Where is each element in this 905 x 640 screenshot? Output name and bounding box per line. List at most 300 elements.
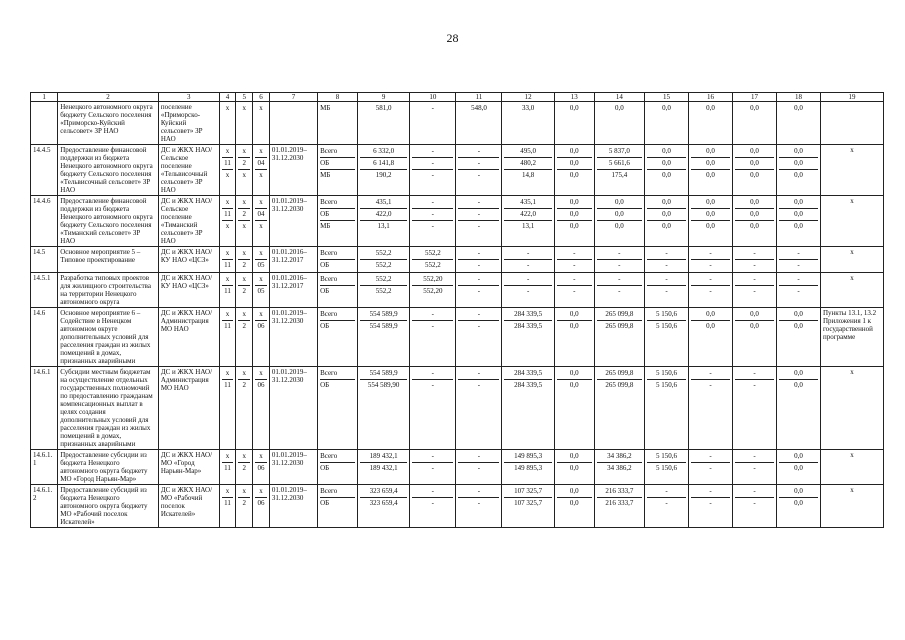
table-body xyxy=(31,102,884,528)
amount-value: 435,1 xyxy=(360,197,407,209)
amount-cell xyxy=(776,145,820,196)
code-value: x xyxy=(255,368,267,380)
code-value: 2 xyxy=(242,381,246,389)
funding-source: Всего xyxy=(320,451,355,463)
column-header: 17 xyxy=(732,93,776,102)
amount-cell xyxy=(732,273,776,308)
code-cell xyxy=(219,196,236,247)
amount-cell xyxy=(644,367,688,450)
amount-value: - xyxy=(431,381,435,389)
code-cell xyxy=(219,102,236,145)
amount-value: - xyxy=(557,248,592,260)
code-value: 11 xyxy=(224,499,231,507)
amount-value: 0,0 xyxy=(706,322,715,330)
amount-value: 5 150,6 xyxy=(655,381,677,389)
column-header: 5 xyxy=(236,93,253,102)
amount-value: - xyxy=(527,287,530,295)
amount-value: - xyxy=(597,274,642,286)
code-cell xyxy=(236,450,253,485)
amount-cell xyxy=(732,102,776,145)
code-value: x xyxy=(238,146,250,158)
amount-value: - xyxy=(691,368,730,380)
code-value: x xyxy=(255,486,267,498)
code-value: 11 xyxy=(224,381,231,389)
amount-cell xyxy=(554,145,594,196)
amount-value: 480,2 xyxy=(504,158,551,170)
amount-value: 265 099,8 xyxy=(605,322,634,330)
amount-value: 0,0 xyxy=(557,158,592,170)
amount-cell xyxy=(644,308,688,367)
code-cell xyxy=(253,485,270,528)
column-header: 8 xyxy=(318,93,358,102)
amount-value: 0,0 xyxy=(647,146,686,158)
amount-value: - xyxy=(458,146,499,158)
column-header: 14 xyxy=(594,93,644,102)
code-value: x xyxy=(238,486,250,498)
amount-value: 107 325,7 xyxy=(504,486,551,498)
amount-value: 0,0 xyxy=(569,499,579,507)
amount-cell xyxy=(688,485,732,528)
item-executor: ДС и ЖКХ НАО/ КУ НАО «ЦСЗ» xyxy=(158,273,219,308)
amount-value: - xyxy=(412,158,453,170)
code-value: x xyxy=(255,146,267,158)
table-row xyxy=(31,145,884,196)
amount-value: 422,0 xyxy=(360,209,407,221)
amount-value: - xyxy=(753,287,756,295)
amount-value: 0,0 xyxy=(569,222,579,230)
amount-value: 0,0 xyxy=(569,104,579,112)
amount-cell xyxy=(502,308,554,367)
amount-value: - xyxy=(458,248,499,260)
code-value: 04 xyxy=(255,209,267,221)
amount-cell xyxy=(554,247,594,273)
amount-value: 0,0 xyxy=(779,209,818,221)
amount-value: - xyxy=(647,248,686,260)
amount-value: 5 150,6 xyxy=(647,451,686,463)
code-value: x xyxy=(242,171,246,179)
item-number xyxy=(31,102,58,145)
amount-value: - xyxy=(477,464,481,472)
amount-value: 552,2 xyxy=(375,261,392,269)
amount-value: - xyxy=(412,368,453,380)
amount-value: - xyxy=(665,287,668,295)
amount-cell xyxy=(594,102,644,145)
amount-value: - xyxy=(412,451,453,463)
item-note: x xyxy=(820,485,883,528)
amount-value: 548,0 xyxy=(471,104,487,112)
amount-value: 323 659,4 xyxy=(369,499,398,507)
amount-value: 265 099,8 xyxy=(605,381,634,389)
column-header: 15 xyxy=(644,93,688,102)
funding-source: Всего xyxy=(320,146,355,158)
amount-value: 0,0 xyxy=(779,146,818,158)
amount-cell xyxy=(410,485,456,528)
amount-value: - xyxy=(735,451,774,463)
amount-cell xyxy=(456,247,502,273)
amount-cell xyxy=(776,485,820,528)
amount-cell xyxy=(688,273,732,308)
amount-value: 5 150,6 xyxy=(647,368,686,380)
amount-value: 5 837,0 xyxy=(597,146,642,158)
amount-value: 33,0 xyxy=(522,104,535,112)
code-value: x xyxy=(225,222,230,230)
amount-value: 0,0 xyxy=(557,451,592,463)
amount-cell xyxy=(554,102,594,145)
amount-value: 34 386,2 xyxy=(597,451,642,463)
amount-cell xyxy=(357,102,409,145)
amount-value: 0,0 xyxy=(706,104,715,112)
amount-value: 0,0 xyxy=(779,158,818,170)
code-value: 2 xyxy=(242,464,246,472)
code-cell xyxy=(236,308,253,367)
amount-value: 0,0 xyxy=(647,197,686,209)
funding-source: МБ xyxy=(320,104,331,112)
amount-value: - xyxy=(753,464,756,472)
amount-value: 554 589,90 xyxy=(367,381,400,389)
amount-value: 0,0 xyxy=(597,197,642,209)
code-cell xyxy=(219,247,236,273)
amount-cell xyxy=(456,196,502,247)
amount-cell xyxy=(357,247,409,273)
code-value: x xyxy=(255,248,267,260)
amount-value: - xyxy=(504,274,551,286)
amount-value: - xyxy=(597,248,642,260)
amount-value: - xyxy=(709,464,712,472)
amount-value: - xyxy=(647,274,686,286)
column-header: 9 xyxy=(357,93,409,102)
amount-value: 175,4 xyxy=(611,171,628,179)
amount-value: 0,0 xyxy=(794,499,803,507)
amount-value: 0,0 xyxy=(779,486,818,498)
code-value: x xyxy=(238,368,250,380)
code-cell xyxy=(219,308,236,367)
amount-value: - xyxy=(458,274,499,286)
item-period: 01.01.2019– 31.12.2030 xyxy=(269,450,317,485)
column-header: 2 xyxy=(58,93,159,102)
code-value: 11 xyxy=(224,287,231,295)
amount-cell xyxy=(502,196,554,247)
code-value: x xyxy=(238,274,250,286)
amount-value: 0,0 xyxy=(794,464,803,472)
amount-value: 13,1 xyxy=(522,222,535,230)
amount-value: - xyxy=(431,499,435,507)
amount-value: 0,0 xyxy=(614,104,624,112)
funding-source-cell xyxy=(318,145,358,196)
amount-cell xyxy=(594,308,644,367)
amount-cell xyxy=(594,273,644,308)
amount-cell xyxy=(502,247,554,273)
amount-value: - xyxy=(431,464,435,472)
item-name: Субсидии местным бюджетам на осуществление отдельных государственных полномочий по предоставлению гражданам компенсационных выплат в целях создания дополнительных условий для расселения граждан из жилых помещений в домах, признанных аварийными xyxy=(58,367,159,450)
amount-value: 0,0 xyxy=(557,197,592,209)
amount-value: 0,0 xyxy=(794,104,803,112)
amount-cell xyxy=(456,308,502,367)
item-period: 01.01.2016– 31.12.2017 xyxy=(269,273,317,308)
amount-value: 5 150,6 xyxy=(647,309,686,321)
code-cell xyxy=(253,273,270,308)
amount-value: 5 150,6 xyxy=(655,322,677,330)
table-row xyxy=(31,273,884,308)
program-table xyxy=(30,92,884,528)
amount-cell xyxy=(688,196,732,247)
funding-source-cell xyxy=(318,450,358,485)
funding-source: Всего xyxy=(320,274,355,286)
amount-value: - xyxy=(477,261,481,269)
amount-value: - xyxy=(735,274,774,286)
amount-cell xyxy=(410,247,456,273)
amount-value: 0,0 xyxy=(794,322,803,330)
code-cell xyxy=(253,102,270,145)
code-cell xyxy=(219,367,236,450)
code-value: 2 xyxy=(242,322,246,330)
funding-source-cell xyxy=(318,485,358,528)
code-value: 2 xyxy=(238,158,250,170)
item-executor: ДС и ЖКХ НАО/ МО «Город Нарьян-Мар» xyxy=(158,450,219,485)
item-note xyxy=(820,102,883,145)
funding-source-cell xyxy=(318,273,358,308)
code-cell xyxy=(236,485,253,528)
item-note: Пункты 13.1, 13.2 Приложения 1 к государственной программе xyxy=(820,308,883,367)
amount-value: - xyxy=(709,261,712,269)
amount-value: - xyxy=(458,368,499,380)
amount-value: - xyxy=(412,486,453,498)
amount-value: 265 099,8 xyxy=(597,368,642,380)
code-value: 2 xyxy=(242,499,246,507)
amount-value: 0,0 xyxy=(557,209,592,221)
amount-value: 0,0 xyxy=(691,309,730,321)
amount-value: - xyxy=(431,104,435,112)
amount-cell xyxy=(594,247,644,273)
amount-value: 0,0 xyxy=(794,222,803,230)
item-name: Основное мероприятие 6 – Содействие в Ненецком автономном округе дополнительных условий для расселения граждан из жилых помещений в домах, признанных аварийными xyxy=(58,308,159,367)
amount-cell xyxy=(410,450,456,485)
code-cell xyxy=(219,273,236,308)
amount-value: 0,0 xyxy=(750,322,759,330)
item-name: Разработка типовых проектов для жилищного строительства на территории Ненецкого автономного округа xyxy=(58,273,159,308)
amount-cell xyxy=(554,196,594,247)
amount-cell xyxy=(644,196,688,247)
amount-cell xyxy=(357,367,409,450)
amount-value: - xyxy=(691,248,730,260)
amount-cell xyxy=(554,367,594,450)
amount-cell xyxy=(644,450,688,485)
amount-value: 554 589,9 xyxy=(360,309,407,321)
amount-cell xyxy=(594,196,644,247)
amount-value: 0,0 xyxy=(779,309,818,321)
table-header-row xyxy=(31,93,884,102)
column-header: 1 xyxy=(31,93,58,102)
amount-value: - xyxy=(573,261,576,269)
amount-value: - xyxy=(709,381,712,389)
amount-cell xyxy=(732,145,776,196)
amount-value: 554 589,9 xyxy=(369,322,398,330)
amount-value: 0,0 xyxy=(706,171,715,179)
item-name: Основное мероприятие 5 – Типовое проектирование xyxy=(58,247,159,273)
code-value: x xyxy=(222,309,234,321)
code-value: 2 xyxy=(242,287,246,295)
amount-cell xyxy=(776,102,820,145)
amount-cell xyxy=(410,308,456,367)
column-header: 3 xyxy=(158,93,219,102)
amount-value: - xyxy=(753,381,756,389)
amount-cell xyxy=(732,247,776,273)
amount-cell xyxy=(456,367,502,450)
code-cell xyxy=(253,145,270,196)
amount-value: - xyxy=(735,368,774,380)
amount-value: - xyxy=(691,274,730,286)
funding-source-cell xyxy=(318,102,358,145)
code-value: x xyxy=(259,171,263,179)
code-value: 04 xyxy=(255,158,267,170)
amount-cell xyxy=(688,102,732,145)
item-name: Ненецкого автономного округа бюджету Сельского поселения «Приморско-Куйский сельсовет» ЗР НАО xyxy=(58,102,159,145)
amount-cell xyxy=(644,102,688,145)
funding-source: ОБ xyxy=(320,209,355,221)
amount-value: 0,0 xyxy=(691,197,730,209)
amount-value: 0,0 xyxy=(750,222,759,230)
code-cell xyxy=(236,102,253,145)
amount-cell xyxy=(357,485,409,528)
amount-value: 0,0 xyxy=(662,104,671,112)
amount-value: 0,0 xyxy=(735,197,774,209)
amount-cell xyxy=(732,367,776,450)
code-cell xyxy=(253,308,270,367)
code-cell xyxy=(219,450,236,485)
amount-value: - xyxy=(691,486,730,498)
amount-cell xyxy=(410,273,456,308)
item-executor: ДС и ЖКХ НАО/ Администрация МО НАО xyxy=(158,367,219,450)
code-value: x xyxy=(238,309,250,321)
table-row xyxy=(31,485,884,528)
code-value: x xyxy=(238,197,250,209)
amount-cell xyxy=(502,450,554,485)
amount-value: 495,0 xyxy=(504,146,551,158)
amount-cell xyxy=(594,367,644,450)
amount-cell xyxy=(688,450,732,485)
code-value: 05 xyxy=(257,287,265,295)
amount-value: 149 895,3 xyxy=(514,464,543,472)
amount-value: - xyxy=(431,222,435,230)
funding-source-cell xyxy=(318,247,358,273)
amount-value: 0,0 xyxy=(779,451,818,463)
amount-value: - xyxy=(477,499,481,507)
item-number: 14.6.1 xyxy=(31,367,58,450)
code-cell xyxy=(219,485,236,528)
amount-value: 149 895,3 xyxy=(504,451,551,463)
code-value: x xyxy=(222,368,234,380)
amount-value: - xyxy=(691,451,730,463)
amount-cell xyxy=(644,485,688,528)
funding-source: ОБ xyxy=(320,381,330,389)
code-value: x xyxy=(255,309,267,321)
amount-value: 14,8 xyxy=(522,171,535,179)
code-value: 06 xyxy=(257,464,265,472)
item-note: x xyxy=(820,145,883,196)
amount-value: 0,0 xyxy=(557,486,592,498)
amount-value: 284 339,5 xyxy=(514,381,543,389)
code-value: 06 xyxy=(257,381,265,389)
amount-cell xyxy=(502,145,554,196)
amount-value: - xyxy=(753,499,756,507)
amount-cell xyxy=(732,450,776,485)
column-header: 12 xyxy=(502,93,554,102)
amount-value: 284 339,5 xyxy=(514,322,543,330)
amount-value: - xyxy=(431,322,435,330)
amount-value: 0,0 xyxy=(647,209,686,221)
amount-cell xyxy=(456,450,502,485)
amount-value: - xyxy=(779,274,818,286)
amount-value: - xyxy=(431,171,435,179)
item-number: 14.5.1 xyxy=(31,273,58,308)
funding-source: ОБ xyxy=(320,464,330,472)
amount-cell xyxy=(357,308,409,367)
code-cell xyxy=(219,145,236,196)
item-number: 14.4.6 xyxy=(31,196,58,247)
amount-value: 0,0 xyxy=(750,171,759,179)
amount-value: - xyxy=(477,287,481,295)
amount-value: - xyxy=(477,222,481,230)
code-cell xyxy=(253,367,270,450)
item-period: 01.01.2019– 31.12.2030 xyxy=(269,485,317,528)
item-period: 01.01.2016– 31.12.2017 xyxy=(269,247,317,273)
amount-value: 189 432,1 xyxy=(360,451,407,463)
code-value: x xyxy=(222,197,234,209)
amount-value: - xyxy=(573,287,576,295)
amount-value: - xyxy=(753,261,756,269)
funding-source: Всего xyxy=(320,197,355,209)
amount-cell xyxy=(732,308,776,367)
amount-value: 581,0 xyxy=(375,104,392,112)
code-value: 2 xyxy=(238,209,250,221)
code-value: x xyxy=(225,104,230,112)
amount-cell xyxy=(554,308,594,367)
amount-cell xyxy=(688,308,732,367)
item-period xyxy=(269,102,317,145)
table-row xyxy=(31,102,884,145)
amount-value: 0,0 xyxy=(557,309,592,321)
amount-value: 0,0 xyxy=(662,222,671,230)
code-value: 06 xyxy=(257,322,265,330)
amount-cell xyxy=(644,247,688,273)
amount-cell xyxy=(410,367,456,450)
amount-cell xyxy=(688,367,732,450)
amount-value: 554 589,9 xyxy=(360,368,407,380)
amount-value: - xyxy=(709,499,712,507)
item-note: x xyxy=(820,273,883,308)
amount-cell xyxy=(554,485,594,528)
amount-value: 284 339,5 xyxy=(504,309,551,321)
amount-cell xyxy=(776,367,820,450)
amount-value: 0,0 xyxy=(569,322,579,330)
amount-value: - xyxy=(412,197,453,209)
code-value: x xyxy=(238,248,250,260)
amount-value: 0,0 xyxy=(614,222,624,230)
amount-value: 552,2 xyxy=(360,248,407,260)
amount-cell xyxy=(732,196,776,247)
item-name: Предоставление финансовой поддержки из бюджета Ненецкого автономного округа бюджету Сельского поселения «Тиманский сельсовет» ЗР НАО xyxy=(58,196,159,247)
code-value: x xyxy=(222,451,234,463)
item-note: x xyxy=(820,450,883,485)
amount-value: 0,0 xyxy=(779,197,818,209)
amount-value: - xyxy=(504,248,551,260)
code-value: x xyxy=(255,451,267,463)
table-row xyxy=(31,367,884,450)
item-number: 14.6 xyxy=(31,308,58,367)
amount-value: - xyxy=(618,261,621,269)
amount-value: - xyxy=(735,248,774,260)
amount-value: - xyxy=(665,499,668,507)
funding-source: Всего xyxy=(320,309,355,321)
